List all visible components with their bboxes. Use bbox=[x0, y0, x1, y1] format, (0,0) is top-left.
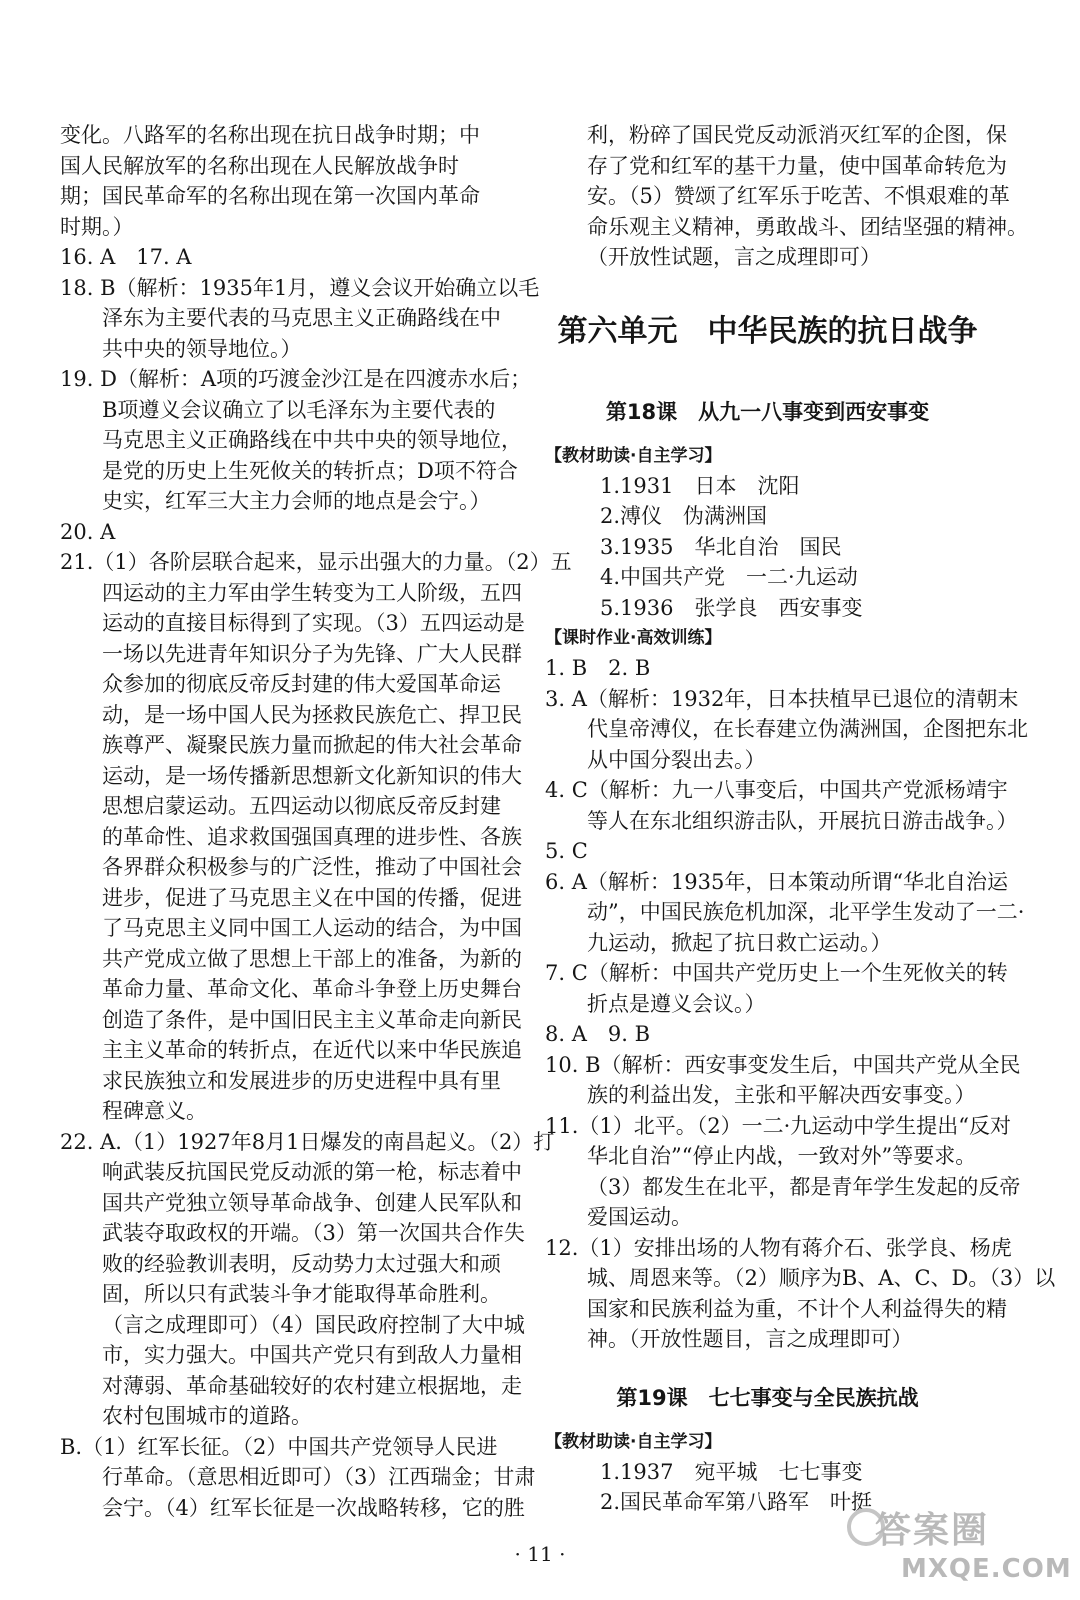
lesson-19-section-reading: 【教材助读·自主学习】 bbox=[545, 1431, 722, 1452]
text-line: 程碑意义。 bbox=[102, 1099, 207, 1123]
text-line: 运动的直接目标得到了实现。（3）五四运动是 bbox=[102, 611, 525, 635]
text-line: 存了党和红军的基干力量，使中国革命转危为 bbox=[587, 153, 1007, 178]
text-line: 革命力量、革命文化、革命斗争登上历史舞台 bbox=[102, 977, 522, 1001]
text-line: 进步，促进了马克思主义在中国的传播，促进 bbox=[102, 885, 522, 910]
answer-line: 从中国分裂出去。） bbox=[587, 747, 766, 772]
text-line: 是党的历史上生死攸关的转折点；D项不符合 bbox=[102, 458, 518, 483]
answer-line: 3. A（解析：1932年，日本扶植早已退位的清朝末 bbox=[545, 686, 1019, 711]
text-line: 四运动的主力军由学生转变为工人阶级，五四 bbox=[102, 580, 522, 605]
right-column bbox=[545, 120, 1056, 1518]
text-line: 固，所以只有武装斗争才能取得革命胜利。 bbox=[102, 1282, 501, 1306]
text-line: 马克思主义正确路线在中共中央的领导地位， bbox=[102, 428, 522, 452]
lesson-18-title: 第18课 从九一八事变到西安事变 bbox=[605, 399, 930, 424]
reading-item: 3.1935 华北自治 国民 bbox=[600, 534, 842, 559]
answer-line: 城、周恩来等。（2）顺序为B、A、C、D。（3）以 bbox=[587, 1266, 1056, 1290]
answer-line: 华北自治”“停止内战，一致对外”等要求。 bbox=[587, 1144, 977, 1168]
answer-line: 九运动，掀起了抗日救亡运动。） bbox=[587, 930, 892, 955]
lesson-18-answers bbox=[545, 653, 1056, 1355]
text-line: 泽东为主要代表的马克思主义正确路线在中 bbox=[102, 306, 501, 330]
answer-line: 折点是遵义会议。） bbox=[587, 991, 766, 1016]
answer-line: 神。（开放性题目，言之成理即可） bbox=[587, 1327, 913, 1351]
text-line: 农村包围城市的道路。 bbox=[102, 1404, 312, 1428]
answer-line: 等人在东北组织游击队，开展抗日游击战争。） bbox=[587, 808, 1018, 833]
answer-line: 4. C（解析：九一八事变后，中国共产党派杨靖宇 bbox=[545, 778, 1008, 802]
text-line: B项遵义会议确立了以毛泽东为主要代表的 bbox=[102, 397, 496, 422]
text-line: 国共产党独立领导革命战争、创建人民军队和 bbox=[102, 1190, 522, 1215]
text-line: 共产党成立做了思想上干部上的准备，为新的 bbox=[102, 946, 522, 971]
reading-item: 1.1937 宛平城 七七事变 bbox=[600, 1459, 863, 1484]
lesson-18-section-reading: 【教材助读·自主学习】 bbox=[545, 445, 722, 466]
text-line: 响武装反抗国民党反动派的第一枪，标志着中 bbox=[102, 1160, 522, 1184]
continued-answer-block bbox=[545, 120, 1028, 273]
text-line: 20. A bbox=[60, 519, 116, 544]
watermark-logo bbox=[845, 1500, 1072, 1590]
text-line: 变化。八路军的名称出现在抗日战争时期；中 bbox=[60, 123, 480, 147]
text-line: 会宁。（4）红军长征是一次战略转移，它的胜 bbox=[102, 1495, 525, 1520]
text-line: 武装夺取政权的开端。（3）第一次国共合作失 bbox=[102, 1221, 525, 1245]
text-line: 的革命性、追求救国强国真理的进步性、各族 bbox=[102, 824, 522, 849]
text-line: 主主义革命的转折点，在近代以来中华民族追 bbox=[102, 1038, 522, 1062]
text-line: B.（1）红军长征。（2）中国共产党领导人民进 bbox=[60, 1434, 498, 1459]
text-line: 众参加的彻底反帝反封建的伟大爱国革命运 bbox=[102, 672, 501, 696]
answer-line: 8. A 9. B bbox=[545, 1022, 651, 1046]
text-line: 市，实力强大。中国共产党只有到敌人力量相 bbox=[102, 1343, 522, 1367]
text-line: 行革命。（意思相近即可）（3）江西瑞金；甘肃 bbox=[102, 1465, 536, 1489]
answer-line: 国家和民族利益为重，不计个人利益得失的精 bbox=[587, 1296, 1007, 1321]
text-line: 安。（5）赞颂了红军乐于吃苦、不惧艰难的革 bbox=[587, 184, 1010, 208]
text-line: 对薄弱、革命基础较好的农村建立根据地，走 bbox=[102, 1373, 522, 1398]
reading-item: 2.国民革命军第八路军 叶挺 bbox=[600, 1490, 873, 1514]
answer-line: 6. A（解析：1935年，日本策动所谓“华北自治运 bbox=[545, 869, 1009, 894]
reading-item: 2.溥仪 伪满洲国 bbox=[600, 504, 768, 528]
text-line: 败的经验教训表明，反动势力太过强大和顽 bbox=[102, 1251, 501, 1276]
lesson-19-title: 第19课 七七事变与全民族抗战 bbox=[616, 1385, 919, 1410]
watermark-url-text: MXQE.COM bbox=[901, 1554, 1072, 1584]
lesson-18-reading-items bbox=[545, 471, 990, 624]
text-line: 18. B（解析：1935年1月，遵义会议开始确立以毛 bbox=[60, 275, 540, 300]
text-line: 共中央的领导地位。） bbox=[102, 336, 302, 361]
text-line: 一场以先进青年知识分子为先锋、广大人民群 bbox=[102, 641, 522, 666]
text-line: 命乐观主义精神，勇敢战斗、团结坚强的精神。 bbox=[587, 214, 1028, 239]
text-line: 动，是一场中国人民为拯救民族危亡、捍卫民 bbox=[102, 702, 522, 727]
text-line: （开放性试题，言之成理即可） bbox=[587, 245, 881, 269]
watermark-main-text: 答案圈 bbox=[875, 1510, 990, 1551]
text-line: 期；国民革命军的名称出现在第一次国内革命 bbox=[60, 184, 480, 208]
text-line: 族尊严、凝聚民族力量而掀起的伟大社会革命 bbox=[102, 733, 522, 757]
text-line: 史实，红军三大主力会师的地点是会宁。） bbox=[102, 489, 491, 513]
text-line: 运动，是一场传播新思想新文化新知识的伟大 bbox=[102, 763, 522, 788]
text-line: 19. D（解析：A项的巧渡金沙江是在四渡赤水后； bbox=[60, 367, 532, 391]
reading-item: 5.1936 张学良 西安事变 bbox=[600, 595, 863, 620]
text-line: 求民族独立和发展进步的历史进程中具有里 bbox=[102, 1068, 501, 1093]
reading-item: 1.1931 日本 沈阳 bbox=[600, 473, 800, 498]
lesson-18-section-homework: 【课时作业·高效训练】 bbox=[545, 628, 722, 648]
answer-line: 爱国运动。 bbox=[587, 1205, 692, 1229]
unit-title: 第六单元 中华民族的抗日战争 bbox=[557, 313, 978, 349]
answer-line: 7. C（解析：中国共产党历史上一个生死攸关的转 bbox=[545, 961, 1008, 985]
answer-line: 11.（1）北平。（2）一二·九运动中学生提出“反对 bbox=[545, 1113, 1012, 1138]
answer-line: 1. B 2. B bbox=[545, 656, 651, 680]
text-line: 国人民解放军的名称出现在人民解放战争时 bbox=[60, 153, 459, 178]
reading-item: 4.中国共产党 一二·九运动 bbox=[600, 565, 858, 589]
answer-line: 代皇帝溥仪，在长春建立伪满洲国，企图把东北 bbox=[587, 717, 1028, 741]
answer-line: 12.（1）安排出场的人物有蒋介石、张学良、杨虎 bbox=[545, 1235, 1012, 1260]
text-line: 22. A.（1）1927年8月1日爆发的南昌起义。（2）打 bbox=[60, 1129, 555, 1154]
answer-line: 族的利益出发，主张和平解决西安事变。） bbox=[587, 1083, 976, 1107]
text-line: 创造了条件，是中国旧民主主义革命走向新民 bbox=[102, 1007, 522, 1032]
answer-line: 动”，中国民族危机加深，北平学生发动了一二· bbox=[587, 900, 1025, 924]
text-line: 利，粉碎了国民党反动派消灭红军的企图，保 bbox=[587, 123, 1007, 147]
page-number: · 11 · bbox=[514, 1542, 566, 1566]
text-line: 了马克思主义同中国工人运动的结合，为中国 bbox=[102, 916, 522, 940]
text-line: 21.（1）各阶层联合起来，显示出强大的力量。（2）五 bbox=[60, 550, 572, 574]
answer-line: （3）都发生在北平，都是青年学生发起的反帝 bbox=[587, 1174, 1021, 1199]
text-line: 16. A 17. A bbox=[60, 245, 192, 269]
text-line: 思想启蒙运动。五四运动以彻底反帝反封建 bbox=[102, 794, 501, 818]
text-line: （言之成理即可）（4）国民政府控制了大中城 bbox=[102, 1312, 525, 1337]
text-line: 时期。） bbox=[60, 214, 134, 239]
answer-line: 5. C bbox=[545, 839, 588, 863]
text-line: 各界群众积极参与的广泛性，推动了中国社会 bbox=[102, 855, 522, 879]
answer-line: 10. B（解析：西安事变发生后，中国共产党从全民 bbox=[545, 1052, 1021, 1077]
